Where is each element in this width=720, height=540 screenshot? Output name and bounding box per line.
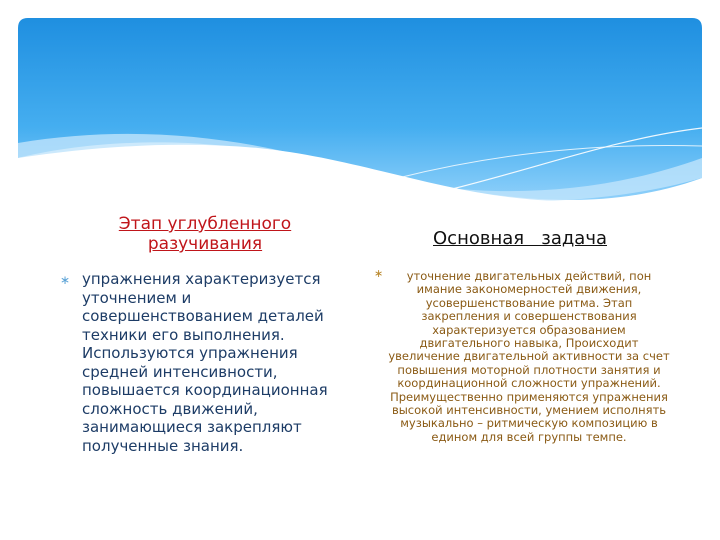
right-column (370, 228, 670, 444)
right-bullet-item (370, 270, 670, 444)
left-bullet-item (60, 270, 350, 455)
left-body-text: упражнения характеризуется уточнением и совершенствованием деталей техники его выполнения. Используются упражнения средней интенсивности, повышается координационная сложность движений, занимающиеся закрепляют полученные знания. (82, 270, 328, 455)
right-body-text: уточнение двигательных действий, пон имание закономерностей движения, усовершенствование ритма. Этап закрепления и совершенствования характеризуется образованием двигательного навыка, Происходит увеличение двигательной активности за счет повышения моторной плотности занятия и координационной сложности упражнений. Преимущественно применяются упражнения высокой интенсивности, умением исполнять музыкально – ритмическую композицию в едином для всей группы темпе. (388, 269, 670, 444)
wave-header-background (18, 18, 702, 218)
bullet-icon: ∗ (374, 268, 384, 280)
right-heading: Основная задача (433, 228, 607, 249)
left-heading: Этап углубленного разучивания (118, 214, 292, 254)
left-column (60, 214, 350, 455)
bullet-icon: ∗ (60, 273, 71, 287)
